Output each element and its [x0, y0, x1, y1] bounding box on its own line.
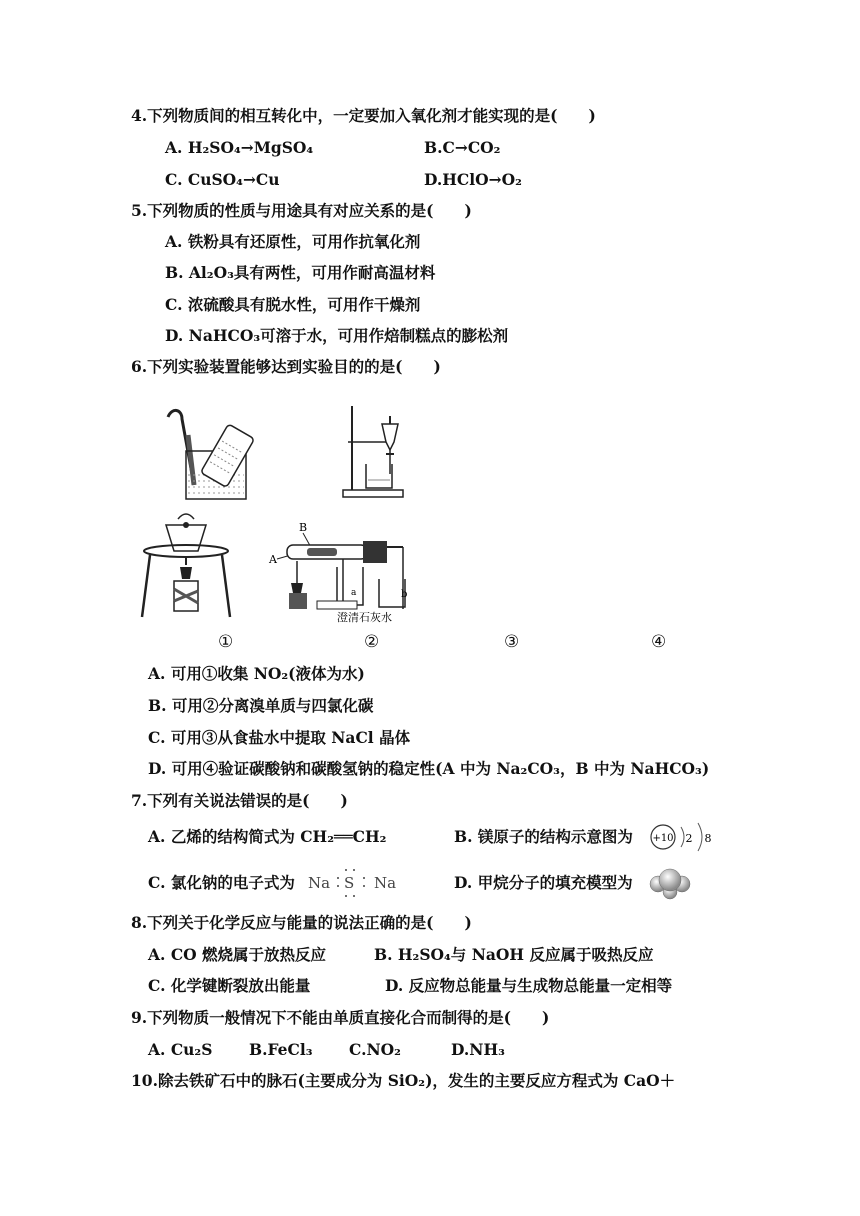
- figure-caption-limewater: 澄清石灰水: [337, 611, 392, 624]
- q4-option-d[interactable]: D.HClO→O₂: [424, 170, 522, 189]
- methane-model: [648, 864, 692, 900]
- q9-stem: 9.下列物质一般情况下不能由单质直接化合而制得的是( ): [131, 1008, 550, 1027]
- nucleus-charge: +10: [652, 833, 674, 844]
- shell-2-electrons: 8: [704, 832, 712, 845]
- q7-option-a[interactable]: A. 乙烯的结构简式为 CH₂══CH₂: [148, 827, 387, 846]
- q6-option-d[interactable]: D. 可用④验证碳酸钠和碳酸氢钠的稳定性(A 中为 Na₂CO₃，B 中为 NaHCO₃): [148, 759, 710, 778]
- sodium-right: Na: [374, 874, 397, 892]
- figure-label-3: ③: [504, 632, 520, 652]
- atomic-structure-diagram: [648, 819, 714, 855]
- sodium-left: Na: [308, 874, 331, 892]
- q5-option-a[interactable]: A. 铁粉具有还原性，可用作抗氧化剂: [165, 232, 421, 251]
- apparatus-3-evaporation: [136, 505, 236, 623]
- shell-1-electrons: 2: [685, 832, 693, 845]
- figure-label-a: a: [351, 588, 357, 598]
- q9-option-b[interactable]: B.FeCl₃: [249, 1040, 313, 1059]
- figure-label-B: B: [299, 521, 308, 534]
- q5-option-b[interactable]: B. Al₂O₃具有两性，可用作耐高温材料: [165, 263, 436, 282]
- sulfur-center: S: [344, 874, 355, 892]
- q6-option-a[interactable]: A. 可用①收集 NO₂(液体为水): [148, 664, 365, 683]
- q8-stem: 8.下列关于化学反应与能量的说法正确的是( ): [131, 913, 472, 932]
- apparatus-1-collect-gas: [160, 405, 255, 505]
- q4-option-c[interactable]: C. CuSO₄→Cu: [165, 170, 280, 189]
- q10-stem: 10.除去铁矿石中的脉石(主要成分为 SiO₂)，发生的主要反应方程式为 CaO＋: [131, 1071, 676, 1090]
- apparatus-2-separatory-funnel: [338, 402, 413, 502]
- q7-option-d[interactable]: D. 甲烷分子的填充模型为: [454, 873, 633, 892]
- electron-dot-formula: [306, 864, 398, 900]
- q4-option-b[interactable]: B.C→CO₂: [424, 138, 501, 157]
- q5-stem: 5.下列物质的性质与用途具有对应关系的是( ): [131, 201, 472, 220]
- q9-option-c[interactable]: C.NO₂: [349, 1040, 401, 1059]
- q8-option-a[interactable]: A. CO 燃烧属于放热反应: [148, 945, 327, 964]
- q8-option-b[interactable]: B. H₂SO₄与 NaOH 反应属于吸热反应: [374, 945, 654, 964]
- q8-option-d[interactable]: D. 反应物总能量与生成物总能量一定相等: [385, 976, 673, 995]
- q8-option-c[interactable]: C. 化学键断裂放出能量: [148, 976, 311, 995]
- apparatus-4-thermal-stability: [267, 517, 427, 627]
- q6-option-b[interactable]: B. 可用②分离溴单质与四氯化碳: [148, 696, 374, 715]
- q6-option-c[interactable]: C. 可用③从食盐水中提取 NaCl 晶体: [148, 728, 411, 747]
- q6-stem: 6.下列实验装置能够达到实验目的的是( ): [131, 357, 441, 376]
- figure-label-2: ②: [364, 632, 380, 652]
- q4-stem: 4.下列物质间的相互转化中，一定要加入氧化剂才能实现的是( ): [131, 106, 596, 125]
- q7-stem: 7.下列有关说法错误的是( ): [131, 791, 348, 810]
- figure-label-4: ④: [651, 632, 667, 652]
- figure-label-A: A: [269, 553, 277, 566]
- figure-label-1: ①: [218, 632, 234, 652]
- q9-option-d[interactable]: D.NH₃: [451, 1040, 505, 1059]
- figure-label-b: b: [401, 589, 408, 600]
- q7-option-c[interactable]: C. 氯化钠的电子式为: [148, 873, 295, 892]
- q4-option-a[interactable]: A. H₂SO₄→MgSO₄: [165, 138, 314, 157]
- q5-option-c[interactable]: C. 浓硫酸具有脱水性，可用作干燥剂: [165, 295, 421, 314]
- q9-option-a[interactable]: A. Cu₂S: [148, 1040, 213, 1059]
- q7-option-b[interactable]: B. 镁原子的结构示意图为: [454, 827, 633, 846]
- q5-option-d[interactable]: D. NaHCO₃可溶于水，可用作焙制糕点的膨松剂: [165, 326, 509, 345]
